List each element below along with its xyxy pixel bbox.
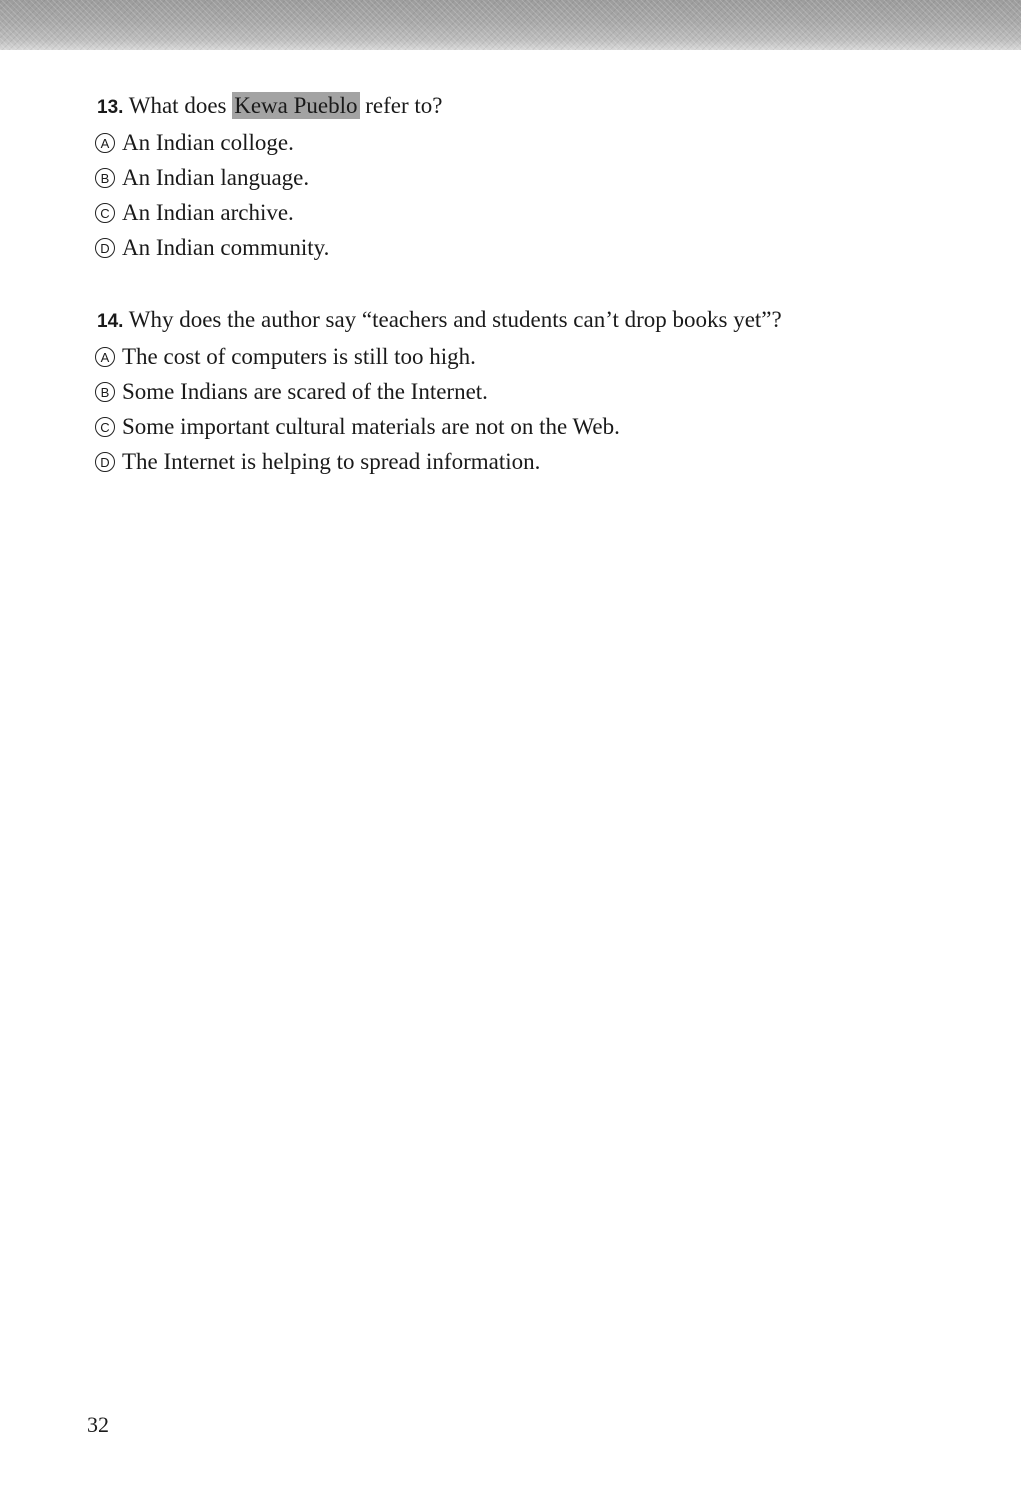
option-b-circle-label: B (95, 382, 115, 402)
option-text: The cost of computers is still too high. (122, 344, 476, 369)
question-14 (97, 302, 957, 479)
option-text: An Indian language. (122, 165, 310, 190)
option-d-circle-label: D (95, 238, 115, 258)
option-d-circle-label: D (95, 452, 115, 472)
question-13-text-after: refer to? (359, 93, 443, 118)
option-text: An Indian community. (122, 235, 330, 260)
option-text: An Indian colloge. (122, 130, 294, 155)
question-13-number: 13 (97, 97, 119, 118)
question-14-option-a[interactable] (95, 339, 957, 374)
option-c-circle-label: C (95, 203, 115, 223)
option-text: Some Indians are scared of the Internet. (122, 379, 488, 404)
question-13-text-before: What does (128, 93, 233, 118)
question-13-text: 13. What does Kewa Pueblo refer to? (97, 93, 443, 118)
highlighted-term: Kewa Pueblo (234, 93, 358, 118)
option-b-circle-label: B (95, 168, 115, 188)
option-text: Some important cultural materials are not on the Web. (122, 414, 620, 439)
question-14-prompt: Why does the author say “teachers and students can’t drop books yet”? (128, 307, 782, 332)
question-14-option-d[interactable] (95, 444, 957, 479)
question-13-option-b[interactable] (95, 160, 957, 195)
option-a-circle-label: A (95, 347, 115, 367)
option-c-circle-label: C (95, 417, 115, 437)
question-14-option-c[interactable] (95, 409, 957, 444)
option-text: The Internet is helping to spread information. (122, 449, 541, 474)
question-14-number: 14 (97, 311, 119, 332)
question-13 (97, 88, 957, 265)
option-a-circle-label: A (95, 133, 115, 153)
question-13-option-c[interactable] (95, 195, 957, 230)
header-band (0, 0, 1021, 50)
question-13-option-d[interactable] (95, 230, 957, 265)
question-14-text: 14. Why does the author say “teachers and students can’t drop books yet”? (97, 307, 782, 332)
option-text: An Indian archive. (122, 200, 294, 225)
question-14-option-b[interactable] (95, 374, 957, 409)
question-13-option-a[interactable] (95, 125, 957, 160)
page-number: 32 (87, 1412, 109, 1437)
